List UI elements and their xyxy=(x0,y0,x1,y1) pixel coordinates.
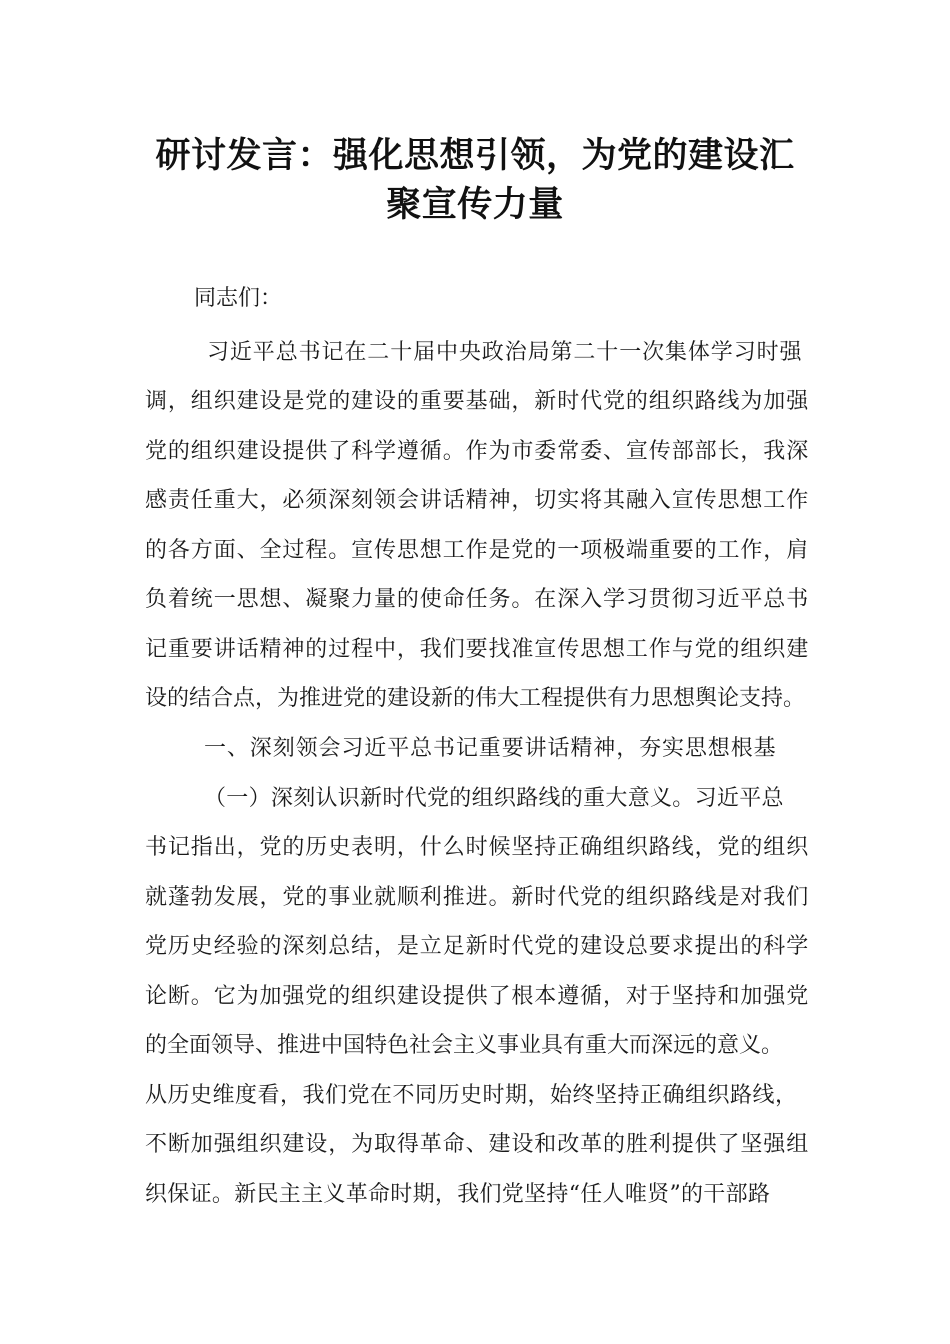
subsection-heading-line: （一）深刻认识新时代党的组织路线的重大意义。习近平总 xyxy=(204,786,784,811)
document-title-line-2: 聚宣传力量 xyxy=(386,185,564,225)
body-line: 负着统一思想、凝聚力量的使命任务。在深入学习贯彻习近平总书 xyxy=(145,587,810,612)
body-line: 的全面领导、推进中国特色社会主义事业具有重大而深远的意义。 xyxy=(145,1033,784,1058)
salutation: 同志们： xyxy=(194,286,283,311)
body-line: 党历史经验的深刻总结，是立足新时代党的建设总要求提出的科学 xyxy=(145,934,810,959)
body-line: 从历史维度看，我们党在不同历史时期，始终坚持正确组织路线， xyxy=(145,1083,798,1108)
body-line: 调，组织建设是党的建设的重要基础，新时代党的组织路线为加强 xyxy=(145,389,810,414)
body-line: 织保证。新民主主义革命时期，我们党坚持“任人唯贤”的干部路 xyxy=(145,1182,771,1207)
body-line: 论断。它为加强党的组织建设提供了根本遵循，对于坚持和加强党 xyxy=(145,984,810,1009)
body-line: 设的结合点，为推进党的建设新的伟大工程提供有力思想舆论支持。 xyxy=(145,686,806,711)
body-line: 不断加强组织建设，为取得革命、建设和改革的胜利提供了坚强组 xyxy=(145,1132,810,1157)
section-heading: 一、深刻领会习近平总书记重要讲话精神，夯实思想根基 xyxy=(204,736,777,761)
body-line: 就蓬勃发展，党的事业就顺利推进。新时代党的组织路线是对我们 xyxy=(145,885,810,910)
body-line: 习近平总书记在二十届中央政治局第二十一次集体学习时强 xyxy=(207,340,803,365)
body-line: 书记指出，党的历史表明，什么时候坚持正确组织路线，党的组织 xyxy=(145,835,810,860)
document-title-line-1: 研讨发言：强化思想引领，为党的建设汇 xyxy=(155,136,795,176)
body-line: 的各方面、全过程。宣传思想工作是党的一项极端重要的工作，肩 xyxy=(145,538,810,563)
body-line: 党的组织建设提供了科学遵循。作为市委常委、宣传部部长，我深 xyxy=(145,439,810,464)
body-line: 记重要讲话精神的过程中，我们要找准宣传思想工作与党的组织建 xyxy=(145,637,810,662)
body-line: 感责任重大，必须深刻领会讲话精神，切实将其融入宣传思想工作 xyxy=(145,488,810,513)
